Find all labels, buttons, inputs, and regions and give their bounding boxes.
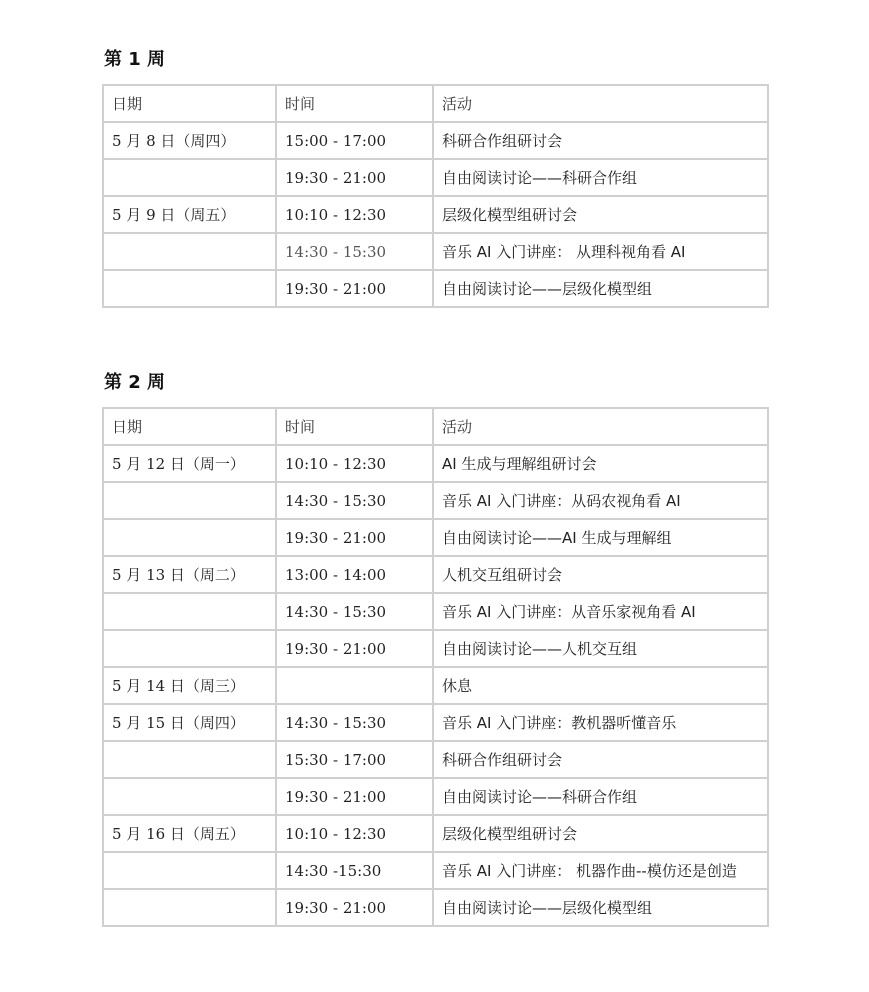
time-cell: 10:10 - 12:30 — [276, 445, 433, 482]
table-row — [103, 889, 768, 926]
table-row — [103, 122, 768, 159]
header-time: 时间 — [276, 408, 433, 445]
table-row — [103, 778, 768, 815]
date-cell: 5 月 9 日（周五） — [103, 196, 276, 233]
week-2-title: 第 2 周 — [104, 372, 166, 393]
table-row — [103, 815, 768, 852]
activity-cell: 自由阅读讨论——人机交互组 — [433, 630, 768, 667]
date-cell — [103, 852, 276, 889]
date-cell — [103, 741, 276, 778]
time-cell: 19:30 - 21:00 — [276, 630, 433, 667]
header-date: 日期 — [103, 408, 276, 445]
date-cell — [103, 778, 276, 815]
table-header-row — [103, 408, 768, 445]
activity-cell: 自由阅读讨论——层级化模型组 — [433, 270, 768, 307]
week-2-schedule-table — [102, 407, 769, 927]
activity-cell: 层级化模型组研讨会 — [433, 196, 768, 233]
table-row — [103, 445, 768, 482]
activity-cell: 人机交互组研讨会 — [433, 556, 768, 593]
time-cell: 13:00 - 14:00 — [276, 556, 433, 593]
table-row — [103, 593, 768, 630]
week-1-schedule-table — [102, 84, 769, 308]
activity-cell: 音乐 AI 入门讲座： 从理科视角看 AI — [433, 233, 768, 270]
time-cell: 10:10 - 12:30 — [276, 815, 433, 852]
header-date: 日期 — [103, 85, 276, 122]
activity-cell: 音乐 AI 入门讲座：从码农视角看 AI — [433, 482, 768, 519]
table-row — [103, 630, 768, 667]
table-row — [103, 667, 768, 704]
week-1-title: 第 1 周 — [104, 49, 166, 70]
date-cell: 5 月 15 日（周四） — [103, 704, 276, 741]
date-cell — [103, 519, 276, 556]
date-cell — [103, 593, 276, 630]
date-cell: 5 月 12 日（周一） — [103, 445, 276, 482]
table-header-row — [103, 85, 768, 122]
table-row — [103, 482, 768, 519]
activity-cell: 科研合作组研讨会 — [433, 741, 768, 778]
table-row — [103, 741, 768, 778]
time-cell: 14:30 - 15:30 — [276, 704, 433, 741]
time-cell: 19:30 - 21:00 — [276, 270, 433, 307]
activity-cell: 自由阅读讨论——科研合作组 — [433, 159, 768, 196]
header-activity: 活动 — [433, 408, 768, 445]
table-row — [103, 704, 768, 741]
activity-cell: 音乐 AI 入门讲座：从音乐家视角看 AI — [433, 593, 768, 630]
activity-cell: 休息 — [433, 667, 768, 704]
activity-cell: AI 生成与理解组研讨会 — [433, 445, 768, 482]
time-cell: 15:00 - 17:00 — [276, 122, 433, 159]
date-cell — [103, 233, 276, 270]
date-cell — [103, 270, 276, 307]
table-row — [103, 852, 768, 889]
time-cell — [276, 667, 433, 704]
time-cell: 19:30 - 21:00 — [276, 889, 433, 926]
header-time: 时间 — [276, 85, 433, 122]
date-cell: 5 月 13 日（周二） — [103, 556, 276, 593]
time-cell: 19:30 - 21:00 — [276, 778, 433, 815]
date-cell — [103, 889, 276, 926]
table-row — [103, 270, 768, 307]
date-cell: 5 月 14 日（周三） — [103, 667, 276, 704]
table-row — [103, 159, 768, 196]
activity-cell: 自由阅读讨论——AI 生成与理解组 — [433, 519, 768, 556]
date-cell — [103, 159, 276, 196]
activity-cell: 科研合作组研讨会 — [433, 122, 768, 159]
time-cell: 19:30 - 21:00 — [276, 159, 433, 196]
header-activity: 活动 — [433, 85, 768, 122]
activity-cell: 音乐 AI 入门讲座：教机器听懂音乐 — [433, 704, 768, 741]
date-cell: 5 月 8 日（周四） — [103, 122, 276, 159]
time-cell: 14:30 - 15:30 — [276, 233, 433, 270]
time-cell: 14:30 -15:30 — [276, 852, 433, 889]
time-cell: 15:30 - 17:00 — [276, 741, 433, 778]
date-cell — [103, 482, 276, 519]
time-cell: 10:10 - 12:30 — [276, 196, 433, 233]
activity-cell: 层级化模型组研讨会 — [433, 815, 768, 852]
table-row — [103, 233, 768, 270]
time-cell: 14:30 - 15:30 — [276, 482, 433, 519]
table-row — [103, 196, 768, 233]
table-row — [103, 556, 768, 593]
activity-cell: 自由阅读讨论——层级化模型组 — [433, 889, 768, 926]
time-cell: 14:30 - 15:30 — [276, 593, 433, 630]
date-cell: 5 月 16 日（周五） — [103, 815, 276, 852]
table-row — [103, 519, 768, 556]
time-cell: 19:30 - 21:00 — [276, 519, 433, 556]
activity-cell: 音乐 AI 入门讲座： 机器作曲--模仿还是创造 — [433, 852, 768, 889]
activity-cell: 自由阅读讨论——科研合作组 — [433, 778, 768, 815]
date-cell — [103, 630, 276, 667]
